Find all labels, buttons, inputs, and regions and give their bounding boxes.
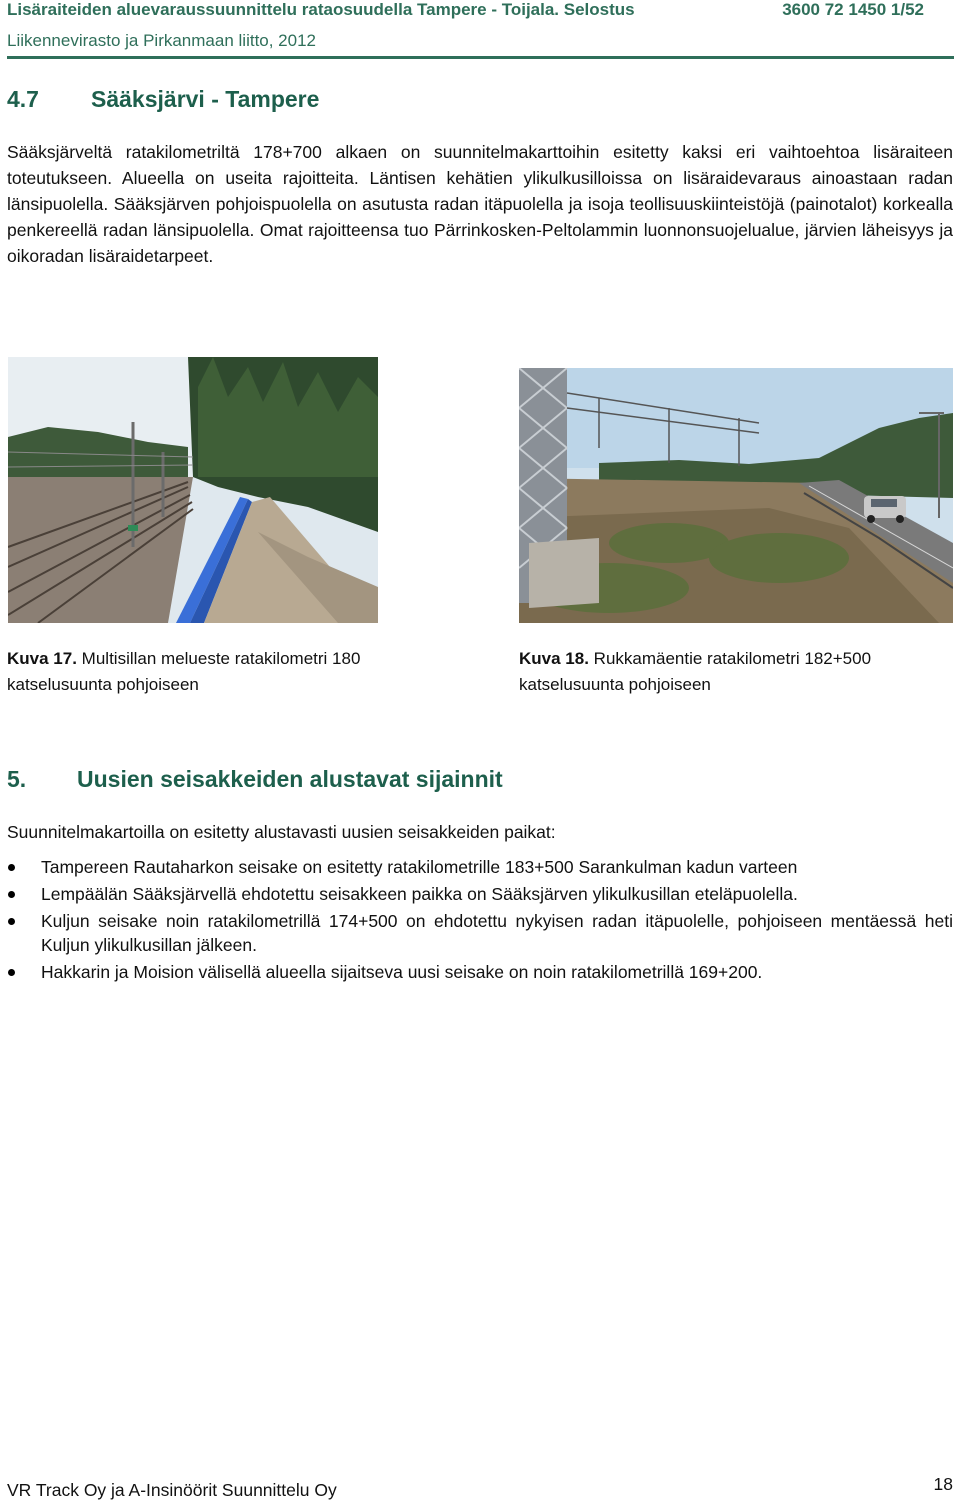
header-title: Lisäraiteiden aluevaraussuunnittelu rataosuudella Tampere - Toijala. Selostus xyxy=(7,0,635,19)
bullet-list xyxy=(7,855,953,987)
figure-label: Kuva 17. xyxy=(7,649,77,668)
figure-label: Kuva 18. xyxy=(519,649,589,668)
header-rule xyxy=(7,56,954,59)
section-number: 5. xyxy=(7,766,27,792)
list-item-text: Kuljun seisake noin ratakilometrillä 174+500 on ehdotettu nykyisen radan itäpuolelle, pohjoiseen mentäessä heti Kuljun ylikulkusillan jälkeen. xyxy=(41,911,953,955)
document-number: 3600 72 1450 1/52 xyxy=(782,0,924,19)
section-paragraph: Sääksjärveltä ratakilometriltä 178+700 alkaen on suunnitelmakarttoihin esitetty kaksi eri vaihtoehtoa lisäraiteen toteutukseen. Alueella on useita rajoitteita. Läntisen kehätien ylikulkusilloissa on lisäraidevaraus ainoastaan radan länsipuolella. Sääksjärven pohjoispuolella on asutusta radan itäpuolella ja isoja teollisuuskiinteistöjä (painotalot) korkealla penkereellä radan länsipuolella. Omat rajoitteensa tuo Pärrinkosken-Peltolammin luonnonsuojelualue, järvien läheisyys ja oikoradan lisäraidetarpeet. xyxy=(7,142,953,266)
list-item xyxy=(7,855,953,879)
list-item-text: Hakkarin ja Moision välisellä alueella sijaitseva uusi seisake on noin ratakilometrillä 169+200. xyxy=(41,962,763,982)
list-item-text: Tampereen Rautaharkon seisake on esitetty ratakilometrille 183+500 Sarankulman kadun varteen xyxy=(41,857,798,877)
list-item xyxy=(7,882,953,906)
list-item xyxy=(7,960,953,984)
photo-road-catenary-car xyxy=(519,368,953,623)
figure-caption-text: Rukkamäentie ratakilometri 182+500 katselusuunta pohjoiseen xyxy=(519,649,872,694)
bullet-icon xyxy=(8,864,15,871)
figure-caption-18 xyxy=(519,646,959,698)
list-item-text: Lempäälän Sääksjärvellä ehdotettu seisakkeen paikka on Sääksjärven ylikulkusillan eteläpuolella. xyxy=(41,884,798,904)
page-number: 18 xyxy=(933,1474,953,1494)
figure-caption-17 xyxy=(7,646,447,698)
section-title: Uusien seisakkeiden alustavat sijainnit xyxy=(77,766,503,792)
section-number: 4.7 xyxy=(7,86,39,112)
header-organization: Liikennevirasto ja Pirkanmaan liitto, 2012 xyxy=(7,31,317,50)
section-intro: Suunnitelmakartoilla on esitetty alustavasti uusien seisakkeiden paikat: xyxy=(7,822,556,842)
bullet-icon xyxy=(8,918,15,925)
list-item xyxy=(7,909,953,957)
section-heading-5 xyxy=(7,766,503,793)
figure-caption-text: Multisillan melueste ratakilometri 180 katselusuunta pohjoiseen xyxy=(7,649,361,694)
section-title: Sääksjärvi - Tampere xyxy=(91,86,320,112)
section-heading-4-7 xyxy=(7,86,319,113)
footer-company: VR Track Oy ja A-Insinöörit Suunnittelu Oy xyxy=(7,1480,337,1500)
bullet-icon xyxy=(8,969,15,976)
photo-railway-noise-barrier xyxy=(8,357,378,623)
bullet-icon xyxy=(8,891,15,898)
